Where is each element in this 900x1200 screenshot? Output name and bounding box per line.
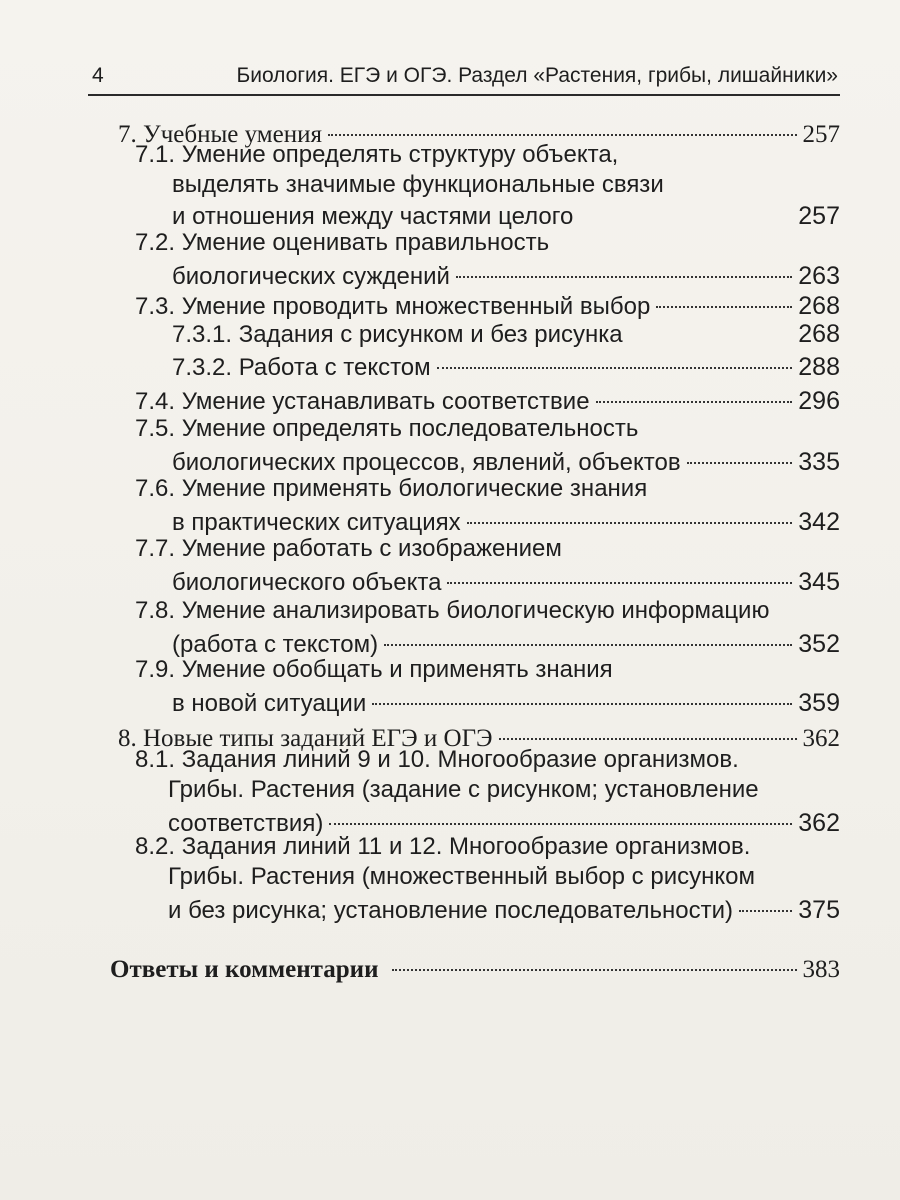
leader-dots (579, 194, 792, 218)
toc-entry-title-cont: Грибы. Растения (задание с рисунком; установление (168, 776, 759, 803)
toc-entry-title-cont: биологических процессов, явлений, объектов (172, 449, 681, 476)
toc-entry-7-5[interactable] (135, 414, 840, 478)
leader-dots (499, 713, 797, 740)
toc-entry-title: 7.8. Умение анализировать биологическую информацию (135, 597, 770, 624)
toc-entry-title-cont: биологического объекта (172, 569, 442, 596)
leader-dots (372, 679, 792, 705)
toc-page-number: 352 (798, 630, 840, 658)
toc-entry-title: 7.3. Умение проводить множественный выбор (135, 293, 651, 320)
toc-entry-8-1[interactable] (135, 745, 840, 839)
leader-dots (392, 944, 796, 971)
toc-page-number: 268 (798, 320, 840, 348)
toc-page-number: 268 (798, 292, 840, 320)
toc-page-number: 342 (798, 508, 840, 536)
toc-page-number: 362 (798, 809, 840, 837)
leader-dots (437, 343, 793, 369)
leader-dots (687, 438, 793, 464)
toc-entry-title: 7.2. Умение оценивать правильность (135, 229, 550, 256)
toc-entry-title-cont: и без рисунка; установление последовательности) (168, 897, 733, 924)
leader-dots (329, 799, 792, 825)
toc-page-number: 257 (798, 202, 840, 230)
leader-dots (328, 109, 797, 136)
toc-entry-8-2[interactable] (135, 832, 840, 926)
toc-entry-answers[interactable] (110, 950, 840, 985)
toc-page-number: 257 (802, 121, 840, 148)
toc-page-number: 263 (798, 262, 840, 290)
toc-entry-title-cont: (работа с текстом) (172, 631, 379, 658)
toc-entry-title: 8.1. Задания линий 9 и 10. Многообразие организмов. (135, 746, 739, 773)
toc-entry-title: 7. Учебные умения (118, 121, 322, 148)
toc-page-number: 359 (798, 689, 840, 717)
toc-entry-title: 7.3.1. Задания с рисунком и без рисунка (172, 321, 623, 348)
leader-dots (596, 377, 793, 403)
toc-entry-title: 8. Новые типы заданий ЕГЭ и ОГЭ (118, 725, 493, 752)
toc-entry-title: 7.9. Умение обобщать и применять знания (135, 656, 613, 683)
page-number: 4 (92, 64, 104, 87)
toc-page-number: 345 (798, 568, 840, 596)
leader-dots (739, 886, 792, 912)
toc-entry-title: 7.6. Умение применять биологические знания (135, 475, 648, 502)
toc-entry-title-cont: в практических ситуациях (172, 509, 461, 536)
toc-entry-title-cont: Грибы. Растения (множественный выбор с рисунком (168, 863, 755, 890)
toc-entry-title-cont: биологических суждений (172, 263, 450, 290)
toc-page-number: 296 (798, 387, 840, 415)
toc-page-number: 383 (802, 956, 840, 983)
leader-dots (447, 558, 792, 584)
leader-dots (467, 498, 793, 524)
toc-entry-7-4[interactable] (135, 383, 840, 417)
toc-entry-title: 7.1. Умение определять структуру объекта, (135, 141, 619, 168)
toc-entry-title-cont: соответствия) (168, 810, 324, 837)
toc-entry-title: Ответы и комментарии (110, 956, 379, 983)
toc-entry-title: 7.7. Умение работать с изображением (135, 535, 562, 562)
toc-entry-7-8[interactable] (135, 596, 840, 660)
leader-dots (656, 282, 792, 308)
toc-entry-title: 7.5. Умение определять последовательность (135, 415, 639, 442)
leader-dots (456, 252, 792, 278)
toc-entry-7-9[interactable] (135, 655, 840, 719)
leader-dots (629, 312, 793, 336)
toc-page-number: 288 (798, 353, 840, 381)
toc-entry-title-cont: в новой ситуации (172, 690, 367, 717)
toc-entry-title-cont: и отношения между частями целого (172, 203, 574, 230)
toc-entry-title-cont: выделять значимые функциональные связи (172, 171, 664, 198)
toc-page-number: 375 (798, 896, 840, 924)
toc-entry-title: 7.3.2. Работа с текстом (172, 354, 431, 381)
toc-entry-7-1[interactable] (135, 140, 840, 232)
toc-page-number: 362 (802, 725, 840, 752)
toc-entry-7-6[interactable] (135, 474, 840, 538)
toc-entry-title: 7.4. Умение устанавливать соответствие (135, 388, 590, 415)
toc-entry-title: 8.2. Задания линий 11 и 12. Многообразие организмов. (135, 833, 751, 860)
running-title: Биология. ЕГЭ и ОГЭ. Раздел «Растения, грибы, лишайники» (236, 64, 838, 87)
toc-entry-7-7[interactable] (135, 534, 840, 598)
toc-page-number: 335 (798, 448, 840, 476)
leader-dots (384, 620, 792, 646)
